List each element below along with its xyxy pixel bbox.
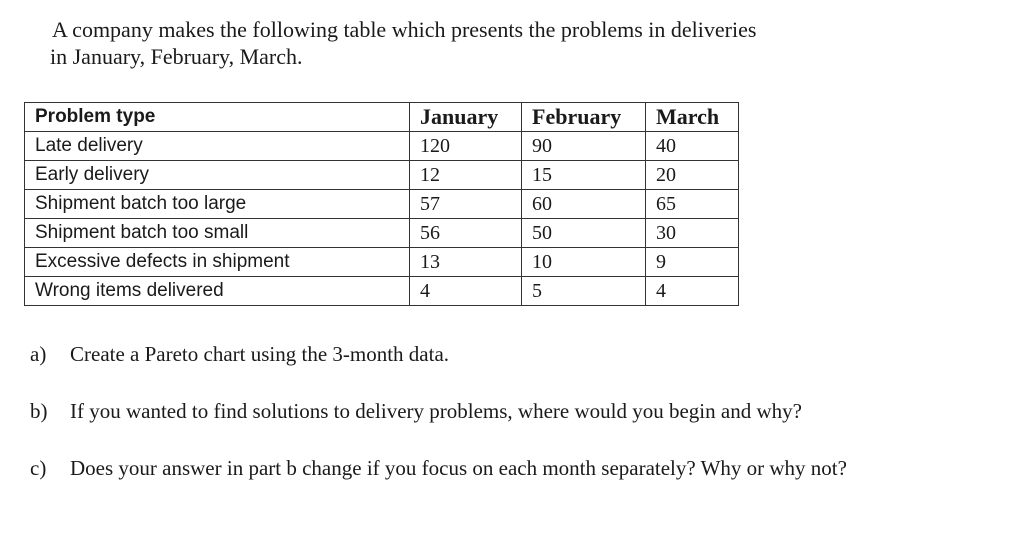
question-a-label: a) <box>30 342 47 366</box>
march-cell: 40 <box>646 132 739 161</box>
question-c <box>30 456 847 481</box>
january-cell: 12 <box>410 161 522 190</box>
january-cell: 120 <box>410 132 522 161</box>
problem-type-cell: Late delivery <box>25 132 410 161</box>
march-cell: 4 <box>646 277 739 306</box>
table-row <box>25 277 739 306</box>
table-header-row <box>25 103 739 132</box>
march-cell: 9 <box>646 248 739 277</box>
january-cell: 57 <box>410 190 522 219</box>
february-cell: 15 <box>522 161 646 190</box>
question-c-label: c) <box>30 456 47 480</box>
march-cell: 20 <box>646 161 739 190</box>
intro-line-1: A company makes the following table which presents the problems in deliveries <box>52 17 757 42</box>
header-january: January <box>410 103 522 132</box>
table-row <box>25 219 739 248</box>
table-row <box>25 190 739 219</box>
question-b <box>30 399 802 424</box>
march-cell: 30 <box>646 219 739 248</box>
january-cell: 13 <box>410 248 522 277</box>
intro-line-2: in January, February, March. <box>50 44 303 69</box>
problem-type-cell: Shipment batch too small <box>25 219 410 248</box>
question-b-label: b) <box>30 399 48 423</box>
deliveries-table <box>24 102 739 306</box>
question-b-text: If you wanted to find solutions to delivery problems, where would you begin and why? <box>70 399 802 423</box>
problem-type-cell: Wrong items delivered <box>25 277 410 306</box>
february-cell: 5 <box>522 277 646 306</box>
header-problem-type: Problem type <box>25 103 410 132</box>
problem-type-cell: Shipment batch too large <box>25 190 410 219</box>
header-february: February <box>522 103 646 132</box>
february-cell: 50 <box>522 219 646 248</box>
table-row <box>25 161 739 190</box>
february-cell: 90 <box>522 132 646 161</box>
february-cell: 10 <box>522 248 646 277</box>
march-cell: 65 <box>646 190 739 219</box>
table-row <box>25 132 739 161</box>
problem-type-cell: Excessive defects in shipment <box>25 248 410 277</box>
january-cell: 56 <box>410 219 522 248</box>
problem-type-cell: Early delivery <box>25 161 410 190</box>
january-cell: 4 <box>410 277 522 306</box>
question-a-text: Create a Pareto chart using the 3-month data. <box>70 342 450 366</box>
table-row <box>25 248 739 277</box>
question-a <box>30 342 449 367</box>
question-c-text: Does your answer in part b change if you focus on each month separately? Why or why not? <box>70 456 847 480</box>
header-march: March <box>646 103 739 132</box>
february-cell: 60 <box>522 190 646 219</box>
problem-intro <box>52 16 952 70</box>
